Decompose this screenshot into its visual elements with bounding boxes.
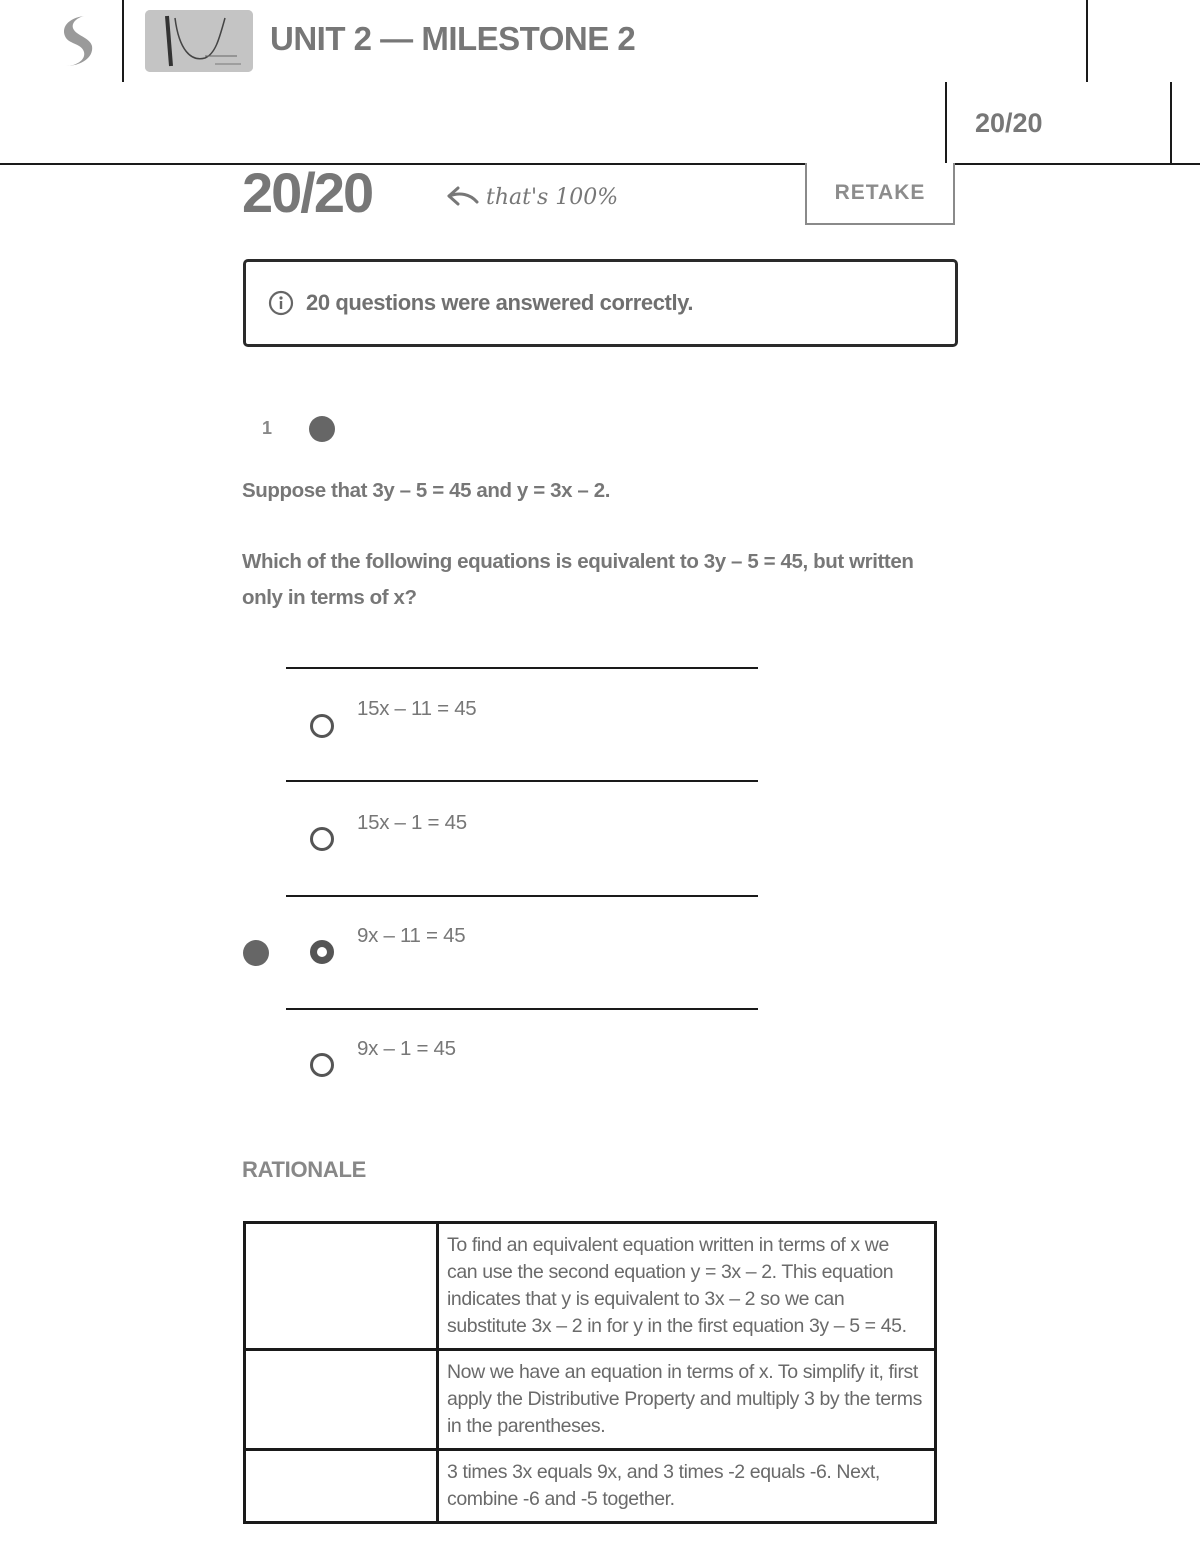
page-title: UNIT 2 — MILESTONE 2 bbox=[270, 20, 636, 57]
score-percent-text: that's 100% bbox=[486, 184, 619, 210]
score-percent-note bbox=[446, 184, 618, 210]
option-divider bbox=[286, 667, 758, 669]
option-radio-4[interactable] bbox=[310, 1053, 334, 1077]
option-label-2[interactable]: 15x – 1 = 45 bbox=[357, 811, 467, 834]
info-message: 20 questions were answered correctly. bbox=[306, 290, 694, 315]
question-number: 1 bbox=[262, 418, 273, 438]
score-box-right-border bbox=[1170, 82, 1172, 164]
result-info-box bbox=[243, 259, 958, 347]
option-radio-1[interactable] bbox=[310, 714, 334, 738]
rationale-text-cell: To find an equivalent equation written in terms of x we can use the second equation y = 3x – 2. This equation indicates that y is equivalent to 3x – 2 so we can substitute 3x – 2 in for y in the first equation 3y – 5 = 45. bbox=[438, 1223, 936, 1350]
option-label-1[interactable]: 15x – 11 = 45 bbox=[357, 697, 477, 720]
rationale-heading: RATIONALE bbox=[242, 1157, 366, 1182]
retake-button[interactable]: RETAKE bbox=[805, 163, 955, 225]
unit-thumbnail bbox=[145, 10, 253, 72]
option-divider bbox=[286, 895, 758, 897]
option-label-4[interactable]: 9x – 1 = 45 bbox=[357, 1037, 456, 1060]
info-icon bbox=[268, 290, 294, 316]
rationale-text-cell: 3 times 3x equals 9x, and 3 times -2 equals -6. Next, combine -6 and -5 together. bbox=[438, 1450, 936, 1523]
score-box-left-border bbox=[945, 82, 947, 164]
brand-logo[interactable] bbox=[54, 14, 98, 68]
score-badge: 20/20 bbox=[975, 108, 1043, 138]
option-divider bbox=[286, 1008, 758, 1010]
header-divider-right bbox=[1086, 0, 1088, 82]
table-row bbox=[245, 1223, 936, 1350]
option-radio-3[interactable] bbox=[310, 940, 334, 964]
rationale-step-cell bbox=[245, 1350, 438, 1450]
score-value: 20/20 bbox=[242, 161, 373, 224]
header-bottom-border bbox=[0, 163, 1200, 165]
table-row bbox=[245, 1450, 936, 1523]
correct-answer-marker bbox=[243, 940, 269, 966]
option-radio-2[interactable] bbox=[310, 827, 334, 851]
header-divider bbox=[122, 0, 124, 82]
curved-arrow-icon bbox=[446, 184, 480, 210]
question-prompt: Suppose that 3y – 5 = 45 and y = 3x – 2. bbox=[242, 479, 610, 502]
option-divider bbox=[286, 780, 758, 782]
table-row bbox=[245, 1350, 936, 1450]
question-instruction: Which of the following equations is equivalent to 3y – 5 = 45, but written only in terms of x? bbox=[242, 550, 914, 609]
rationale-table bbox=[243, 1221, 937, 1524]
rationale-text-cell: Now we have an equation in terms of x. To simplify it, first apply the Distributive Property and multiply 3 by the terms in the parentheses. bbox=[438, 1350, 936, 1450]
rationale-step-cell bbox=[245, 1223, 438, 1350]
option-label-3[interactable]: 9x – 11 = 45 bbox=[357, 924, 466, 947]
question-correct-indicator bbox=[309, 416, 335, 442]
rationale-step-cell bbox=[245, 1450, 438, 1523]
